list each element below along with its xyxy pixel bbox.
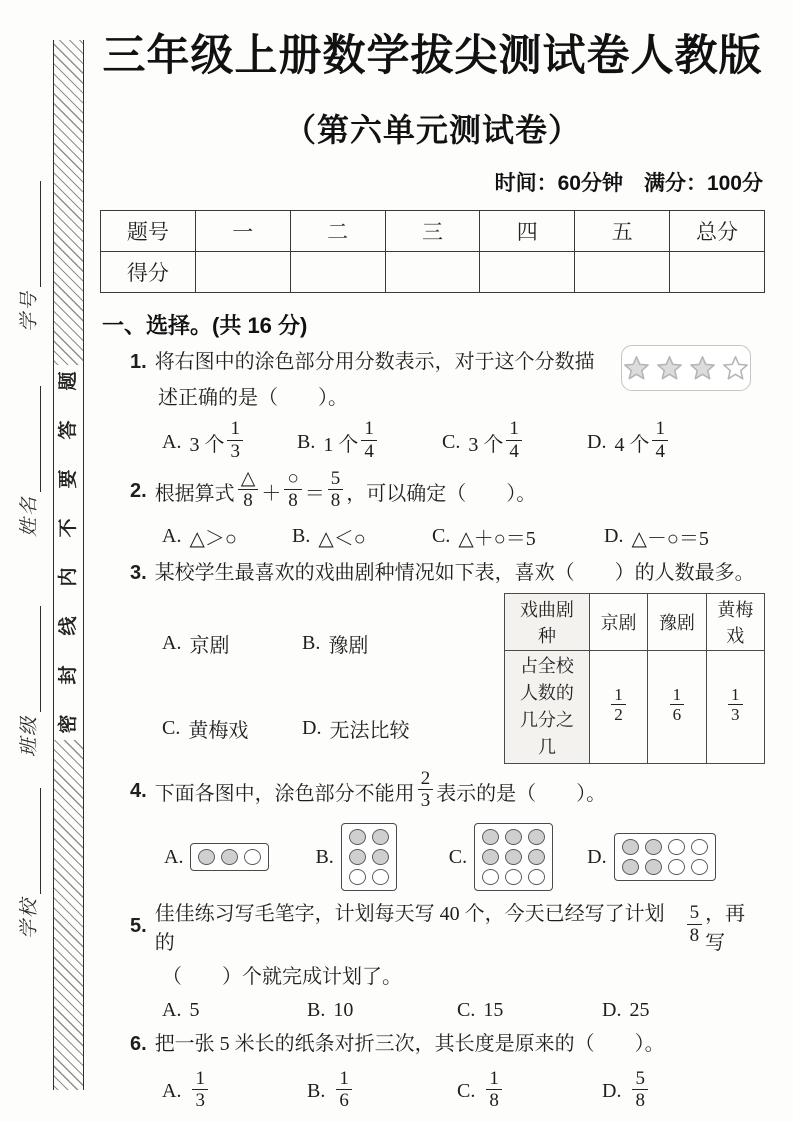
option-d <box>604 522 709 551</box>
option-label: D. <box>604 524 624 547</box>
score-cell <box>670 252 765 293</box>
fraction <box>728 685 743 724</box>
student-number-field <box>19 156 41 332</box>
option-text: 4 个 <box>614 433 650 456</box>
empty-circle <box>349 869 366 885</box>
option-label: A. <box>162 631 182 654</box>
fraction-numerator: 1 <box>486 1068 502 1090</box>
score-header-cell: 四 <box>480 211 575 252</box>
circle-row <box>349 849 389 865</box>
circle-row <box>349 829 389 845</box>
option-label: B. <box>302 631 321 654</box>
empty-circle <box>691 839 708 855</box>
score-header-cell: 一 <box>195 211 290 252</box>
seal-char: 密 <box>57 714 79 734</box>
fraction <box>652 418 668 462</box>
option-text: 京剧 <box>189 634 230 657</box>
option-label: A. <box>162 524 182 547</box>
class-label: 班级 <box>19 714 40 757</box>
student-number-label: 学号 <box>19 289 40 332</box>
circle-grid-d <box>614 833 716 881</box>
page-subtitle: （第六单元测试卷） <box>283 112 581 149</box>
question-1-options <box>162 420 765 464</box>
opera-header-cell: 京剧 <box>589 593 647 650</box>
shaded-circle <box>482 849 499 865</box>
fraction-denominator: 2 <box>614 705 623 724</box>
option-label: A. <box>162 1080 182 1103</box>
fraction-numerator: △ <box>238 468 259 490</box>
fraction-numerator: 2 <box>418 768 434 790</box>
school-field <box>19 763 41 939</box>
shaded-circle <box>622 839 639 855</box>
option-d <box>602 999 649 1022</box>
class-blank-line <box>37 606 41 712</box>
question-5-options <box>162 999 765 1022</box>
figure-option-b <box>315 823 396 891</box>
circle-grid-c <box>474 823 553 891</box>
figure-option-c <box>449 823 553 891</box>
question-4 <box>100 767 765 892</box>
figure-option-d <box>587 833 715 881</box>
option-a <box>162 1070 307 1114</box>
option-label: D. <box>602 1080 622 1103</box>
fraction-2-over-3 <box>418 768 434 812</box>
option-label: D. <box>302 717 322 740</box>
fraction <box>192 1068 208 1112</box>
option-label: B. <box>297 430 316 453</box>
fraction-5-over-8 <box>328 468 344 512</box>
question-6-options <box>162 1070 765 1114</box>
score-cell <box>385 252 480 293</box>
fraction-numerator: 1 <box>227 418 243 440</box>
shaded-circle <box>221 849 238 865</box>
student-name-blank-line <box>37 386 41 492</box>
option-text: 1 个 <box>323 433 359 456</box>
option-a <box>162 522 292 551</box>
fraction-denominator: 8 <box>243 490 253 512</box>
paper-body <box>100 0 765 1122</box>
circle-row <box>482 829 545 845</box>
question-5-text-post: ，再写 <box>705 903 746 955</box>
opera-fraction-cell <box>706 650 764 763</box>
empty-circle <box>528 869 545 885</box>
option-a <box>162 999 307 1022</box>
seal-sidebar <box>0 0 100 1122</box>
question-3 <box>100 560 765 764</box>
fraction-denominator: 3 <box>230 440 240 462</box>
score-cell <box>575 252 670 293</box>
empty-circle <box>244 849 261 865</box>
option-label: D. <box>587 430 607 453</box>
option-label: D. <box>602 999 622 1022</box>
shaded-circle <box>528 829 545 845</box>
question-6-number: 6. <box>130 1033 147 1056</box>
fraction-denominator: 3 <box>195 1090 205 1112</box>
empty-circle <box>691 859 708 875</box>
question-3-text: 某校学生最喜欢的戏曲剧种情况如下表，喜欢（ ）的人数最多。 <box>154 561 755 584</box>
question-2-equation-line <box>130 467 765 514</box>
fraction-numerator: 1 <box>652 418 668 440</box>
fraction-denominator: 4 <box>364 440 374 462</box>
option-d <box>602 1070 651 1114</box>
option-label: B. <box>307 999 326 1022</box>
option-c <box>432 522 604 551</box>
option-label: A. <box>164 845 184 868</box>
option-d <box>302 694 492 764</box>
option-b <box>307 1070 457 1114</box>
option-a <box>162 609 302 679</box>
opera-fraction-cell <box>648 650 706 763</box>
shaded-circle <box>645 839 662 855</box>
star-icon <box>689 355 716 381</box>
fraction-5-over-8 <box>687 902 703 946</box>
option-text: △－○＝5 <box>631 527 709 550</box>
question-4-figures <box>164 823 765 891</box>
opera-header-cell: 黄梅戏 <box>706 593 764 650</box>
option-label: A. <box>162 999 182 1022</box>
plus-sign: ＋ <box>261 483 282 506</box>
fraction <box>670 685 685 724</box>
option-d <box>587 420 671 464</box>
fraction-denominator: 3 <box>420 789 431 811</box>
score-cell <box>480 252 575 293</box>
option-label: B. <box>292 524 311 547</box>
option-a <box>162 420 297 464</box>
fraction-numerator: 5 <box>632 1068 648 1090</box>
star-icon <box>623 355 650 381</box>
question-5-text-line1 <box>130 897 765 955</box>
option-label: C. <box>432 524 451 547</box>
opera-header-cell: 戏曲剧种 <box>505 593 590 650</box>
opera-row-label <box>505 650 590 763</box>
hatch-pattern-top <box>54 40 83 365</box>
question-5-text-pre: 佳佳练习写毛笔字，计划每天写 40 个，今天已经写了计划的 <box>154 903 665 955</box>
score-header-cell: 题号 <box>101 211 196 252</box>
fraction-numerator: 1 <box>336 1068 352 1090</box>
page-title: 三年级上册数学拔尖测试卷人教版 <box>102 32 763 80</box>
circle-row <box>622 859 708 875</box>
stars-figure <box>621 345 751 391</box>
question-4-number: 4. <box>130 779 147 802</box>
fraction <box>361 418 377 462</box>
figure-option-a <box>164 843 269 871</box>
question-5-text-line2: （ ）个就完成计划了。 <box>162 966 402 989</box>
score-header-cell: 三 <box>385 211 480 252</box>
student-number-blank-line <box>37 181 41 287</box>
score-table-score-row <box>101 252 765 293</box>
fraction <box>336 1068 352 1112</box>
option-text: 10 <box>333 999 354 1022</box>
shaded-circle <box>372 849 389 865</box>
question-6 <box>100 1031 765 1114</box>
seal-line-strip <box>53 40 84 1090</box>
opera-table-data-row <box>505 650 765 763</box>
circle-row <box>349 869 389 885</box>
school-label: 学校 <box>19 896 40 939</box>
fraction-denominator: 4 <box>509 440 519 462</box>
question-4-text-pre: 下面各图中，涂色部分不能用 <box>154 782 415 805</box>
question-4-text-line <box>130 767 765 814</box>
option-text: 25 <box>629 999 650 1022</box>
option-text: △＞○ <box>189 527 237 550</box>
shaded-circle <box>622 859 639 875</box>
option-text: 3 个 <box>189 433 225 456</box>
question-6-text: 把一张 5 米长的纸条对折三次，其长度是原来的（ ）。 <box>154 1033 665 1056</box>
option-c <box>162 694 302 764</box>
opera-genre-table <box>504 593 765 764</box>
option-text: 无法比较 <box>329 720 410 743</box>
circle-grid-a <box>190 843 269 871</box>
option-c <box>457 1070 602 1114</box>
option-b <box>307 999 457 1022</box>
question-3-options <box>162 609 492 764</box>
score-cell <box>290 252 385 293</box>
circle-row <box>482 869 545 885</box>
fraction <box>227 418 243 462</box>
shaded-circle <box>482 829 499 845</box>
empty-circle <box>505 869 522 885</box>
circle-row <box>198 849 261 865</box>
school-blank-line <box>37 788 41 894</box>
question-3-content <box>130 591 765 764</box>
question-4-text-post: 表示的是（ ）。 <box>436 782 607 805</box>
shaded-circle <box>645 859 662 875</box>
fraction-numerator: 1 <box>670 685 685 705</box>
shaded-circle <box>198 849 215 865</box>
circle-row <box>482 849 545 865</box>
fraction-numerator: 1 <box>728 685 743 705</box>
opera-header-cell: 豫剧 <box>648 593 706 650</box>
class-field <box>19 581 41 757</box>
shaded-circle <box>349 849 366 865</box>
empty-circle <box>668 839 685 855</box>
question-2-text-pre: 根据算式 <box>154 483 235 506</box>
seal-char: 答 <box>57 420 79 440</box>
fraction-denominator: 8 <box>288 490 298 512</box>
empty-circle <box>668 859 685 875</box>
option-label: B. <box>315 845 334 868</box>
fraction-denominator: 4 <box>655 440 665 462</box>
score-header-cell: 二 <box>290 211 385 252</box>
opera-row-label-line2: 几分之几 <box>519 709 574 757</box>
shaded-circle <box>505 849 522 865</box>
seal-char: 题 <box>57 371 79 391</box>
score-header-cell: 五 <box>575 211 670 252</box>
fraction <box>632 1068 648 1112</box>
fraction-denominator: 6 <box>672 705 682 724</box>
option-text: 豫剧 <box>328 634 369 657</box>
option-label: C. <box>442 430 461 453</box>
question-5 <box>100 897 765 1022</box>
option-text: 15 <box>483 999 504 1022</box>
score-table-header-row <box>101 211 765 252</box>
fraction-triangle-over-8 <box>238 468 259 512</box>
option-text: 3 个 <box>468 433 504 456</box>
fraction <box>506 418 522 462</box>
question-5-number: 5. <box>130 914 147 937</box>
option-label: B. <box>307 1080 326 1103</box>
option-text: 黄梅戏 <box>188 720 249 743</box>
option-label: C. <box>457 999 476 1022</box>
fraction-denominator: 8 <box>489 1090 499 1112</box>
star-icon <box>656 355 683 381</box>
fraction-denominator: 3 <box>731 705 740 724</box>
fraction-denominator: 6 <box>339 1090 349 1112</box>
question-2-number: 2. <box>130 480 147 503</box>
option-label: C. <box>162 717 181 740</box>
option-label: A. <box>162 430 182 453</box>
student-name-label: 姓名 <box>19 494 40 537</box>
seal-char: 不 <box>57 518 79 538</box>
student-name-field <box>19 361 41 537</box>
fraction <box>486 1068 502 1112</box>
equals-sign: ＝ <box>304 483 325 506</box>
section-1-heading: 一、选择。(共 16 分) <box>102 313 308 339</box>
shaded-circle <box>349 829 366 845</box>
question-2-text-post: ，可以确定（ ）。 <box>346 483 537 506</box>
fraction-denominator: 8 <box>689 924 700 946</box>
seal-char: 线 <box>57 616 79 636</box>
option-b <box>297 420 442 464</box>
shaded-circle <box>505 829 522 845</box>
question-2-options <box>162 522 765 551</box>
question-2 <box>100 467 765 551</box>
circle-grid-b <box>341 823 397 891</box>
opera-fraction-cell <box>589 650 647 763</box>
option-label: C. <box>457 1080 476 1103</box>
question-1-number: 1. <box>130 351 147 374</box>
hatch-pattern-bottom <box>54 740 83 1090</box>
score-header-cell: 总分 <box>670 211 765 252</box>
question-1 <box>100 349 765 464</box>
shaded-circle <box>528 849 545 865</box>
fraction-denominator: 8 <box>635 1090 645 1112</box>
fraction-numerator: ○ <box>284 468 301 490</box>
question-1-text: 将右图中的涂色部分用分数表示，对于这个分数描 <box>154 351 595 374</box>
fraction-numerator: 1 <box>611 685 626 705</box>
question-6-text-line <box>130 1031 765 1058</box>
fraction-numerator: 5 <box>687 902 703 924</box>
exam-meta: 时间：60分钟 满分：100分 <box>494 172 763 196</box>
seal-char: 内 <box>57 567 79 587</box>
seal-char: 要 <box>57 469 79 489</box>
question-1-text-line2: 述正确的是（ ）。 <box>158 387 348 410</box>
fraction-numerator: 1 <box>361 418 377 440</box>
score-cell <box>195 252 290 293</box>
question-3-text-line <box>130 560 765 587</box>
option-label: C. <box>448 845 468 868</box>
empty-circle <box>372 869 389 885</box>
option-text: △＜○ <box>318 527 366 550</box>
seal-char: 封 <box>57 665 79 685</box>
option-text: 5 <box>189 999 200 1022</box>
fraction-circle-over-8 <box>284 468 301 512</box>
option-b <box>302 609 492 679</box>
star-icon <box>722 355 749 381</box>
option-c <box>442 420 587 464</box>
empty-circle <box>482 869 499 885</box>
fraction-numerator: 1 <box>506 418 522 440</box>
seal-warning-text <box>54 365 83 740</box>
score-row-label: 得分 <box>101 252 196 293</box>
question-3-number: 3. <box>130 561 147 584</box>
opera-row-label-line1: 占全校人数的 <box>519 655 574 703</box>
option-label: D. <box>587 845 607 868</box>
fraction-denominator: 8 <box>330 490 341 512</box>
fraction <box>611 685 626 724</box>
score-table <box>100 210 765 293</box>
option-b <box>292 522 432 551</box>
shaded-circle <box>372 829 389 845</box>
opera-table-header-row <box>505 593 765 650</box>
circle-row <box>622 839 708 855</box>
option-text: △＋○＝5 <box>458 527 536 550</box>
option-c <box>457 999 602 1022</box>
fraction-numerator: 1 <box>192 1068 208 1090</box>
fraction-numerator: 5 <box>328 468 344 490</box>
